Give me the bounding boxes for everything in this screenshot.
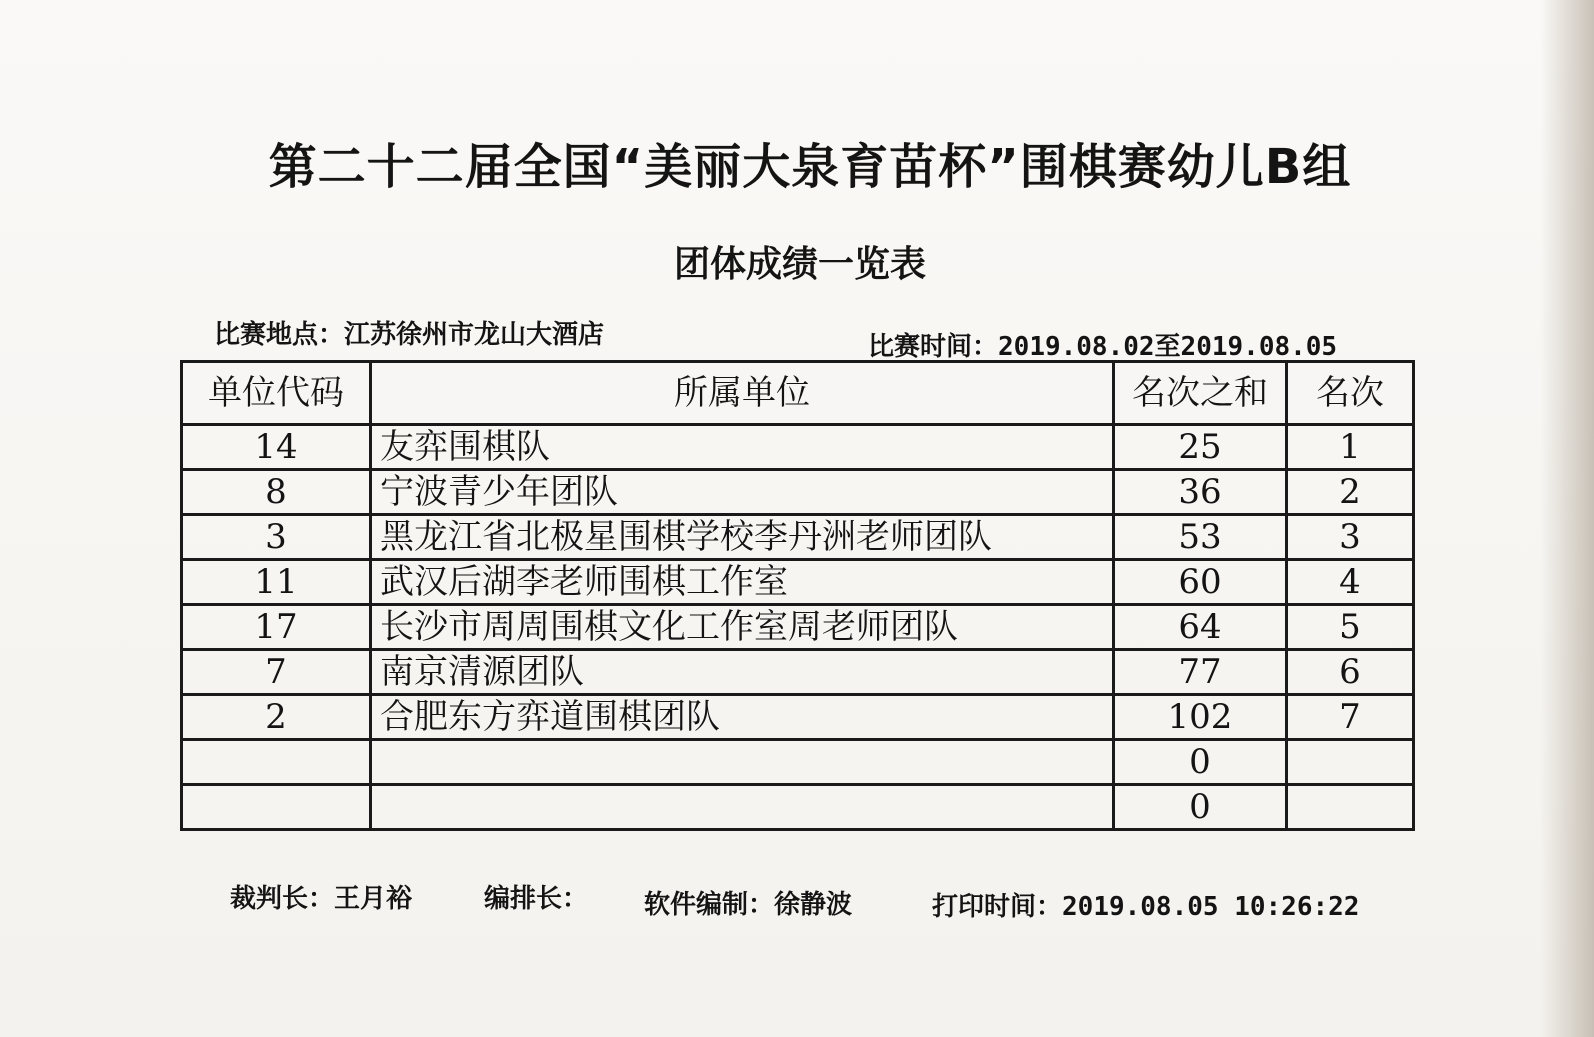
cell-unit-code: 8: [182, 470, 371, 515]
cell-unit-name: 黑龙江省北极星围棋学校李丹洲老师团队: [371, 515, 1114, 560]
table-row: [182, 695, 1414, 740]
cell-unit-name: [371, 740, 1114, 785]
software-value: 徐静波: [774, 890, 853, 920]
table-row: [182, 515, 1414, 560]
cell-rank-sum: 53: [1114, 515, 1287, 560]
cell-rank: 6: [1287, 650, 1414, 695]
chief-arranger: [484, 878, 588, 915]
cell-unit-name: 友弈围棋队: [371, 425, 1114, 470]
cell-rank: 1: [1287, 425, 1414, 470]
page-edge-shadow: [1540, 0, 1594, 1037]
header-unit-code: 单位代码: [182, 362, 371, 425]
cell-rank: [1287, 785, 1414, 830]
cell-unit-code: [182, 785, 371, 830]
cell-rank: [1287, 740, 1414, 785]
chief-judge: [230, 878, 412, 915]
cell-rank: 2: [1287, 470, 1414, 515]
cell-unit-code: 3: [182, 515, 371, 560]
table-header-row: [182, 362, 1414, 425]
print-time-label: 打印时间：: [932, 892, 1063, 922]
time-label: 比赛时间：: [868, 332, 999, 362]
cell-rank-sum: 36: [1114, 470, 1287, 515]
chief-judge-label: 裁判长：: [230, 884, 335, 914]
cell-rank: 4: [1287, 560, 1414, 605]
location-label: 比赛地点：: [214, 320, 345, 350]
cell-rank-sum: 60: [1114, 560, 1287, 605]
print-time: [932, 886, 1359, 923]
cell-rank-sum: 0: [1114, 740, 1287, 785]
cell-unit-name: 宁波青少年团队: [371, 470, 1114, 515]
cell-rank-sum: 25: [1114, 425, 1287, 470]
cell-unit-code: 11: [182, 560, 371, 605]
cell-rank-sum: 0: [1114, 785, 1287, 830]
cell-rank: 7: [1287, 695, 1414, 740]
location-value: 江苏徐州市龙山大酒店: [344, 320, 605, 350]
header-unit-name: 所属单位: [371, 362, 1114, 425]
cell-rank-sum: 102: [1114, 695, 1287, 740]
document-title: 第二十二届全国“美丽大泉育苗杯”围棋赛幼儿B组: [268, 139, 1352, 195]
table-row: [182, 605, 1414, 650]
cell-unit-code: 14: [182, 425, 371, 470]
competition-location: [214, 314, 604, 351]
table-row: [182, 425, 1414, 470]
cell-unit-code: 17: [182, 605, 371, 650]
competition-time: [868, 326, 1337, 363]
print-time-value: 2019.08.05 10:26:22: [1062, 892, 1360, 922]
document-subtitle: 团体成绩一览表: [673, 244, 926, 285]
time-value: 2019.08.02至2019.08.05: [998, 332, 1338, 362]
cell-unit-name: 武汉后湖李老师围棋工作室: [371, 560, 1114, 605]
cell-unit-code: 2: [182, 695, 371, 740]
cell-unit-name: [371, 785, 1114, 830]
cell-rank: 5: [1287, 605, 1414, 650]
cell-rank-sum: 77: [1114, 650, 1287, 695]
cell-unit-name: 合肥东方弈道围棋团队: [371, 695, 1114, 740]
cell-rank: 3: [1287, 515, 1414, 560]
chief-judge-value: 王月裕: [334, 884, 413, 914]
cell-unit-code: [182, 740, 371, 785]
table-row: [182, 740, 1414, 785]
software-author: [644, 884, 852, 921]
table-row: [182, 650, 1414, 695]
cell-rank-sum: 64: [1114, 605, 1287, 650]
header-rank: 名次: [1287, 362, 1414, 425]
table-row: [182, 560, 1414, 605]
software-label: 软件编制：: [644, 890, 775, 920]
table-row: [182, 785, 1414, 830]
table-row: [182, 470, 1414, 515]
cell-unit-name: 南京清源团队: [371, 650, 1114, 695]
arranger-label: 编排长：: [484, 884, 589, 914]
cell-unit-name: 长沙市周周围棋文化工作室周老师团队: [371, 605, 1114, 650]
header-rank-sum: 名次之和: [1114, 362, 1287, 425]
cell-unit-code: 7: [182, 650, 371, 695]
team-results-table: [180, 360, 1415, 831]
